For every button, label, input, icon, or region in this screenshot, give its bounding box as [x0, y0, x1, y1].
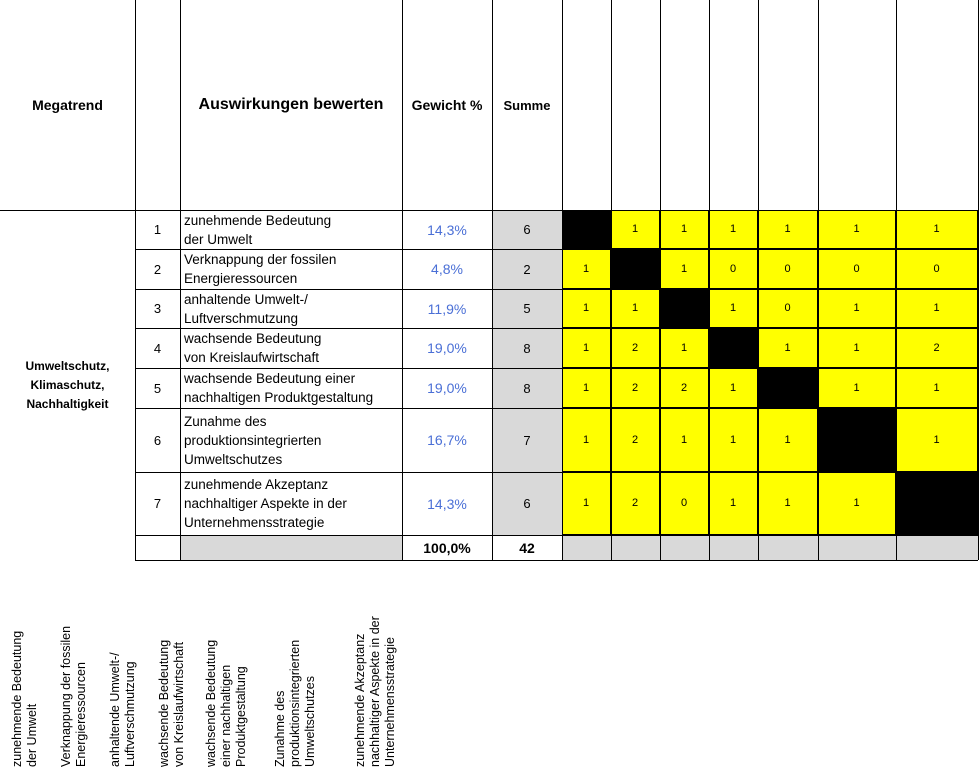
column-header-3: anhaltende Umwelt-/ Luftverschmutzung: [107, 652, 137, 767]
matrix-cell: 1: [660, 249, 709, 289]
matrix-cell: 2: [660, 368, 709, 408]
matrix-cell: 1: [660, 408, 709, 472]
matrix-cell: 1: [896, 368, 978, 408]
row-sum: 8: [492, 368, 562, 408]
matrix-cell: 1: [818, 328, 896, 368]
row-description: Verknappung der fossilen Energieressourcen: [184, 252, 337, 286]
diagonal-cell: [660, 289, 709, 328]
grid-line-header-bottom: [0, 210, 978, 211]
matrix-cell: 2: [611, 408, 660, 472]
diagonal-cell: [818, 408, 896, 472]
grid-line-row: [135, 535, 978, 536]
matrix-cell: 2: [611, 368, 660, 408]
matrix-cell: 1: [562, 472, 611, 535]
row-number: 4: [153, 340, 162, 356]
grid-line-vertical: [818, 0, 819, 560]
row-sum: 6: [492, 210, 562, 249]
matrix-cell: 1: [709, 210, 758, 249]
grid-line-vertical: [562, 0, 563, 560]
matrix-cell: 1: [896, 289, 978, 328]
matrix-cell: 0: [660, 472, 709, 535]
row-number: 7: [153, 496, 162, 511]
footer-matrix-cell: [758, 535, 818, 560]
row-weight: 19,0%: [427, 380, 467, 396]
footer-matrix-cell: [709, 535, 758, 560]
diagonal-cell: [611, 249, 660, 289]
row-weight: 16,7%: [427, 432, 467, 448]
grid-line-vertical: [135, 0, 136, 560]
matrix-cell: 1: [758, 408, 818, 472]
row-sum: 7: [492, 408, 562, 472]
matrix-cell: 1: [818, 368, 896, 408]
grid-line-vertical: [896, 0, 897, 560]
matrix-cell: 0: [896, 249, 978, 289]
matrix-cell: 0: [818, 249, 896, 289]
row-description: zunehmende Bedeutung der Umwelt: [184, 212, 332, 247]
diagonal-cell: [709, 328, 758, 368]
header-summe: Summe: [503, 97, 551, 113]
grid-line-row: [135, 368, 978, 369]
grid-line-row: [135, 408, 978, 409]
matrix-cell: 0: [709, 249, 758, 289]
matrix-cell: 1: [660, 328, 709, 368]
row-weight: 14,3%: [427, 221, 467, 238]
footer-matrix-cell: [611, 535, 660, 560]
grid-line-vertical: [180, 0, 181, 560]
grid-line-row: [135, 289, 978, 290]
footer-matrix-cell: [896, 535, 978, 560]
matrix-cell: 1: [562, 289, 611, 328]
matrix-cell: 1: [758, 472, 818, 535]
grid-line-vertical: [611, 0, 612, 560]
matrix-cell: 1: [758, 328, 818, 368]
column-header-7: zunehmende Akzeptanz nachhaltiger Aspekte in der Unternehmensstrategie: [352, 616, 397, 767]
row-sum: 6: [492, 472, 562, 535]
row-weight: 19,0%: [427, 340, 467, 356]
total-sum: 42: [519, 539, 535, 556]
matrix-cell: 2: [896, 328, 978, 368]
column-header-2: Verknappung der fossilen Energieressourcen: [58, 625, 88, 767]
column-header-4: wachsende Bedeutung von Kreislaufwirtschaft: [156, 639, 186, 767]
row-sum: 8: [492, 328, 562, 368]
matrix-cell: 0: [758, 249, 818, 289]
grid-line-vertical: [492, 0, 493, 560]
row-description: wachsende Bedeutung von Kreislaufwirtschaft: [184, 331, 322, 365]
diagonal-cell: [562, 210, 611, 249]
header-gewicht: Gewicht %: [411, 97, 483, 113]
grid-line-vertical: [402, 0, 403, 560]
grid-line-vertical: [660, 0, 661, 560]
total-weight: 100,0%: [423, 539, 471, 556]
grid-line-row: [135, 328, 978, 329]
row-number: 3: [153, 301, 162, 316]
matrix-cell: 1: [562, 328, 611, 368]
column-header-6: Zunahme des produktionsintegrierten Umweltschutzes: [272, 639, 317, 767]
matrix-cell: 1: [709, 408, 758, 472]
row-number: 5: [153, 380, 162, 396]
matrix-cell: 1: [611, 289, 660, 328]
diagonal-cell: [758, 368, 818, 408]
row-weight: 4,8%: [431, 261, 463, 277]
row-number: 1: [153, 222, 162, 237]
diagonal-cell: [896, 472, 978, 535]
matrix-cell: 1: [562, 408, 611, 472]
row-sum: 2: [492, 249, 562, 289]
row-description: wachsende Bedeutung einer nachhaltigen Produktgestaltung: [184, 371, 374, 405]
grid-line-row: [135, 472, 978, 473]
matrix-cell: 1: [818, 289, 896, 328]
matrix-cell: 1: [709, 472, 758, 535]
matrix-cell: 1: [709, 368, 758, 408]
header-auswirkungen: Auswirkungen bewerten: [198, 96, 384, 113]
matrix-cell: 1: [818, 210, 896, 249]
footer-matrix-cell: [562, 535, 611, 560]
row-description: Zunahme des produktionsintegrierten Umweltschutzes: [184, 413, 322, 467]
header-megatrend: Megatrend: [32, 97, 103, 113]
matrix-cell: 1: [562, 249, 611, 289]
grid-line-vertical: [709, 0, 710, 560]
row-sum: 5: [492, 289, 562, 328]
matrix-cell: 1: [660, 210, 709, 249]
row-number: 6: [153, 432, 162, 448]
row-weight: 14,3%: [427, 495, 467, 512]
grid-line-row: [135, 249, 978, 250]
matrix-cell: 1: [709, 289, 758, 328]
row-weight: 11,9%: [427, 300, 467, 317]
matrix-cell: 1: [562, 368, 611, 408]
row-description: anhaltende Umwelt-/ Luftverschmutzung: [184, 291, 308, 326]
matrix-cell: 2: [611, 472, 660, 535]
row-description: zunehmende Akzeptanz nachhaltiger Aspekte in der Unternehmensstrategie: [184, 477, 347, 530]
column-header-1: zunehmende Bedeutung der Umwelt: [9, 630, 39, 767]
matrix-cell: 2: [611, 328, 660, 368]
grid-line-bottom: [135, 560, 978, 561]
column-header-5: wachsende Bedeutung einer nachhaltigen Produktgestaltung: [203, 639, 248, 767]
megatrend-label: Umweltschutz, Klimaschutz, Nachhaltigkeit: [25, 358, 110, 411]
grid-line-vertical: [758, 0, 759, 560]
footer-matrix-cell: [660, 535, 709, 560]
row-number: 2: [153, 261, 162, 277]
matrix-cell: 1: [896, 210, 978, 249]
grid-line-vertical: [978, 0, 979, 560]
footer-blank: [180, 535, 402, 560]
matrix-cell: 1: [611, 210, 660, 249]
footer-matrix-cell: [818, 535, 896, 560]
matrix-cell: 1: [818, 472, 896, 535]
matrix-cell: 1: [758, 210, 818, 249]
matrix-cell: 0: [758, 289, 818, 328]
matrix-cell: 1: [896, 408, 978, 472]
